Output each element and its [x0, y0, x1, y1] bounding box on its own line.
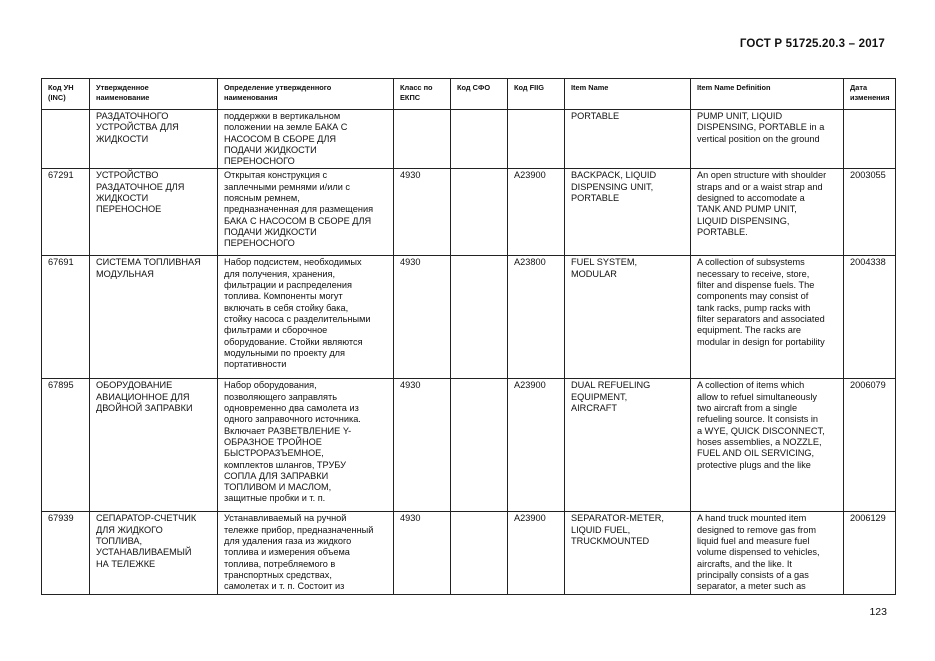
cell-inc: 67691	[42, 256, 90, 379]
cell-fiig-code	[508, 110, 565, 169]
cell-inc: 67939	[42, 512, 90, 595]
table-header-row	[42, 79, 896, 110]
column-header-ekps-class: Класс по ЕКПС	[394, 79, 451, 110]
cell-sfo-code	[451, 512, 508, 595]
cell-approved-name: СИСТЕМА ТОПЛИВНАЯ МОДУЛЬНАЯ	[90, 256, 218, 379]
column-header-item-name: Item Name	[565, 79, 691, 110]
cell-inc: 67895	[42, 379, 90, 512]
column-header-inc: Код УН (INC)	[42, 79, 90, 110]
cell-inc	[42, 110, 90, 169]
cell-change-date: 2004338	[844, 256, 896, 379]
cell-definition: Открытая конструкция с заплечными ремнями и/или с поясным ремнем, предназначенная для размещения БАКА С НАСОСОМ В СБОРЕ ДЛЯ ПОДАЧИ ЖИДКОСТИ ПЕРЕНОСНОГО	[218, 169, 394, 256]
cell-item-name: BACKPACK, LIQUID DISPENSING UNIT, PORTABLE	[565, 169, 691, 256]
cell-ekps-class: 4930	[394, 379, 451, 512]
column-header-definition: Определение утвержденного наименования	[218, 79, 394, 110]
table-row	[42, 110, 896, 169]
cell-ekps-class: 4930	[394, 256, 451, 379]
cell-approved-name: СЕПАРАТОР-СЧЕТЧИК ДЛЯ ЖИДКОГО ТОПЛИВА, УСТАНАВЛИВАЕМЫЙ НА ТЕЛЕЖКЕ	[90, 512, 218, 595]
cell-item-name-definition: A hand truck mounted item designed to remove gas from liquid fuel and measure fuel volume dispensed to vehicles, aircrafts, and the like. It principally consists of a gas separator, a meter such as	[691, 512, 844, 595]
cell-change-date: 2003055	[844, 169, 896, 256]
cell-item-name: PORTABLE	[565, 110, 691, 169]
cell-ekps-class	[394, 110, 451, 169]
column-header-sfo-code: Код СФО	[451, 79, 508, 110]
cell-definition: Набор подсистем, необходимых для получения, хранения, фильтрации и распределения топлива. Компоненты могут включать в себя стойку бака, стойку насоса с разделительными фильтрами и сборочное оборудование. Стойки являются модульными по проекту для портативности	[218, 256, 394, 379]
cell-sfo-code	[451, 110, 508, 169]
cell-item-name-definition: PUMP UNIT, LIQUID DISPENSING, PORTABLE in a vertical position on the ground	[691, 110, 844, 169]
cell-change-date: 2006129	[844, 512, 896, 595]
column-header-fiig-code: Код FIIG	[508, 79, 565, 110]
cell-fiig-code: A23900	[508, 512, 565, 595]
cell-approved-name: УСТРОЙСТВО РАЗДАТОЧНОЕ ДЛЯ ЖИДКОСТИ ПЕРЕНОСНОЕ	[90, 169, 218, 256]
cell-fiig-code: A23900	[508, 169, 565, 256]
cell-sfo-code	[451, 169, 508, 256]
column-header-change-date: Дата изменения	[844, 79, 896, 110]
table-row	[42, 169, 896, 256]
cell-change-date: 2006079	[844, 379, 896, 512]
cell-item-name-definition: An open structure with shoulder straps and or a waist strap and designed to accomodate a TANK AND PUMP UNIT, LIQUID DISPENSING, PORTABLE.	[691, 169, 844, 256]
cell-change-date	[844, 110, 896, 169]
cell-inc: 67291	[42, 169, 90, 256]
cell-item-name: FUEL SYSTEM, MODULAR	[565, 256, 691, 379]
document-header: ГОСТ Р 51725.20.3 – 2017	[739, 38, 885, 50]
cell-fiig-code: A23800	[508, 256, 565, 379]
cell-fiig-code: A23900	[508, 379, 565, 512]
cell-approved-name: РАЗДАТОЧНОГО УСТРОЙСТВА ДЛЯ ЖИДКОСТИ	[90, 110, 218, 169]
cell-item-name-definition: A collection of subsystems necessary to receive, store, filter and dispense fuels. The components may consist of tank racks, pump racks with filter separators and associated equipment. The racks are modular in design for portability	[691, 256, 844, 379]
cell-approved-name: ОБОРУДОВАНИЕ АВИАЦИОННОЕ ДЛЯ ДВОЙНОЙ ЗАПРАВКИ	[90, 379, 218, 512]
cell-item-name: DUAL REFUELING EQUIPMENT, AIRCRAFT	[565, 379, 691, 512]
cell-ekps-class: 4930	[394, 169, 451, 256]
cell-item-name-definition: A collection of items which allow to refuel simultaneously two aircraft from a single refueling source. It consists in a WYE, QUICK DISCONNECT, hoses assemblies, a NOZZLE, FUEL AND OIL SERVICING, protective plugs and the like	[691, 379, 844, 512]
table-row	[42, 379, 896, 512]
page-number: 123	[869, 606, 887, 618]
column-header-approved-name: Утвержденное наименование	[90, 79, 218, 110]
item-name-table	[41, 78, 896, 595]
cell-definition: Набор оборудования, позволяющего заправлять одновременно два самолета из одного заправочного источника. Включает РАЗВЕТВЛЕНИЕ Y- ОБРАЗНОЕ ТРОЙНОЕ БЫСТРОРАЗЪЕМНОЕ, комплектов шлангов, ТРУБУ СОПЛА ДЛЯ ЗАПРАВКИ ТОПЛИВОМ И МАСЛОМ, защитные пробки и т. п.	[218, 379, 394, 512]
cell-definition: поддержки в вертикальном положении на земле БАКА С НАСОСОМ В СБОРЕ ДЛЯ ПОДАЧИ ЖИДКОСТИ ПЕРЕНОСНОГО	[218, 110, 394, 169]
table-row	[42, 256, 896, 379]
cell-sfo-code	[451, 379, 508, 512]
table-row	[42, 512, 896, 595]
column-header-item-name-definition: Item Name Definition	[691, 79, 844, 110]
cell-sfo-code	[451, 256, 508, 379]
cell-item-name: SEPARATOR-METER, LIQUID FUEL, TRUCKMOUNTED	[565, 512, 691, 595]
cell-ekps-class: 4930	[394, 512, 451, 595]
cell-definition: Устанавливаемый на ручной тележке прибор, предназначенный для удаления газа из жидкого топлива и измерения объема топлива, потребляемого в транспортных средствах, самолетах и т. п. Состоит из	[218, 512, 394, 595]
